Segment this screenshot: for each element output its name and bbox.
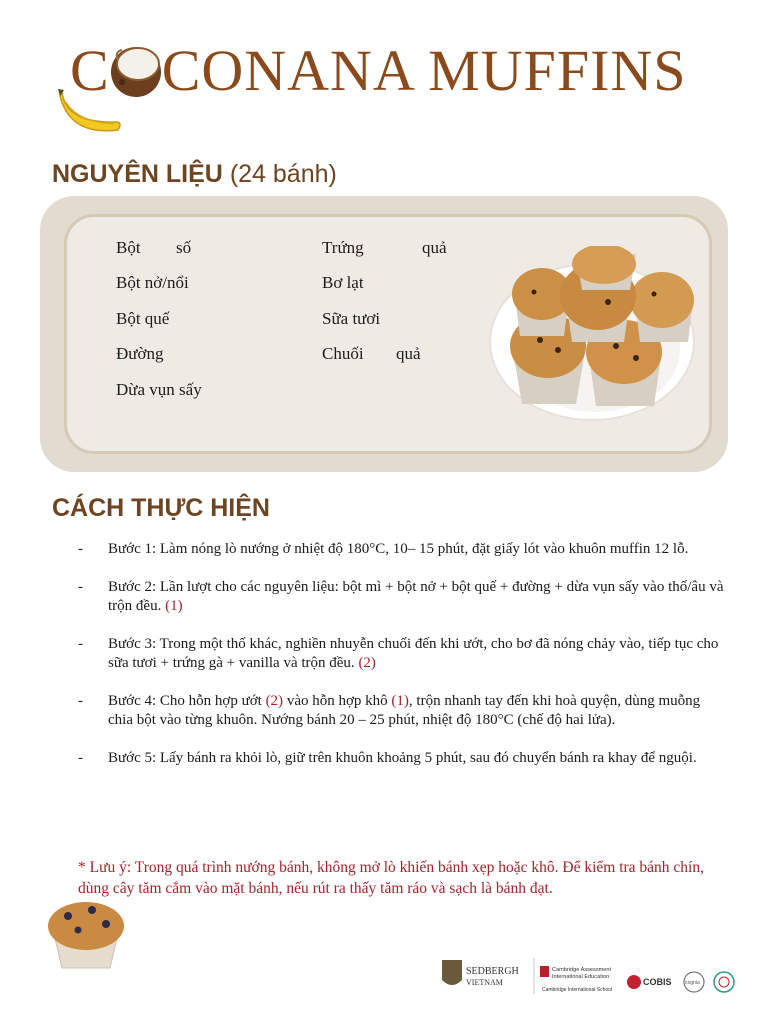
recipe-title: [70, 38, 687, 103]
step-item: - Bước 4: Cho hỗn hợp ướt (2) vào hỗn hợp khô (1), trộn nhanh tay đến khi hoà quyện, dùng muỗng chia bột vào từng khuôn. Nướng bánh 20 – 25 phút, nhiệt độ 180°C (chế độ hai lửa).: [78, 693, 701, 728]
cambridge-logo: [540, 966, 612, 993]
cis-logo: [714, 972, 734, 992]
step-item: - Bước 1: Làm nóng lò nướng ở nhiệt độ 180°C, 10– 15 phút, đặt giấy lót vào khuôn muffin 12 lỗ.: [78, 541, 689, 557]
partner-logos: [440, 954, 740, 1000]
svg-text:VIETNAM: VIETNAM: [466, 978, 503, 987]
banana-icon: [56, 84, 126, 136]
ingredient-item: Chuối quả: [322, 344, 421, 363]
muffins-plate-image: [484, 246, 696, 426]
cognia-logo: [684, 972, 704, 992]
svg-text:COBIS: COBIS: [643, 977, 672, 987]
step-item: - Bước 2: Lần lượt cho các nguyên liệu: bột mì + bột nở + bột quế + đường + dừa vụn sấy vào thố/âu và trộn đều. (1): [78, 579, 724, 614]
servings-text: (24 bánh): [229, 160, 337, 188]
svg-text:Cambridge Assessment: Cambridge Assessment: [552, 967, 612, 973]
ingredient-item: Bột nở/nổi: [116, 273, 189, 292]
ingredients-heading-text: NGUYÊN LIỆU: [52, 160, 223, 188]
blueberry-muffin-image: [44, 896, 128, 972]
method-heading: CÁCH THỰC HIỆN: [52, 494, 270, 522]
cobis-logo: [627, 975, 672, 989]
ingredient-item: Trứng quả: [322, 238, 447, 257]
title-first-letter: C: [70, 38, 110, 103]
ingredient-item: Dừa vụn sấy: [116, 380, 202, 399]
ingredient-item: Sữa tươi: [322, 309, 381, 328]
svg-text:SEDBERGH: SEDBERGH: [466, 966, 519, 977]
method-steps: [78, 540, 728, 787]
ingredients-heading: [52, 160, 337, 189]
step-item: - Bước 3: Trong một thố khác, nghiền nhuyễn chuối đến khi ướt, cho bơ đã nóng chảy vào, tiếp tục cho sữa tươi + trứng gà + vanilla và trộn đều. (2): [78, 636, 719, 671]
svg-text:Cambridge International School: Cambridge International School: [542, 987, 613, 993]
step-item: - Bước 5: Lấy bánh ra khỏi lò, giữ trên khuôn khoảng 5 phút, sau đó chuyển bánh ra khay để nguội.: [78, 750, 697, 766]
ingredient-item: Bơ lạt: [322, 273, 364, 292]
note-text: * Lưu ý: Trong quá trình nướng bánh, không mở lò khiến bánh xẹp hoặc khô. Để kiểm tra bánh chín, dùng cây tăm cắm vào mặt bánh, nếu rút ra thấy tăm ráo và sạch là bánh đạt.: [78, 859, 704, 897]
sedbergh-logo: [442, 960, 519, 987]
ingredient-item: Bột số: [116, 238, 192, 257]
ingredient-item: Đường: [116, 344, 164, 363]
svg-text:cognia: cognia: [685, 980, 700, 986]
svg-text:International Education: International Education: [552, 974, 610, 980]
ingredient-item: Bột quế: [116, 309, 170, 328]
title-rest: CONANA MUFFINS: [161, 38, 687, 103]
